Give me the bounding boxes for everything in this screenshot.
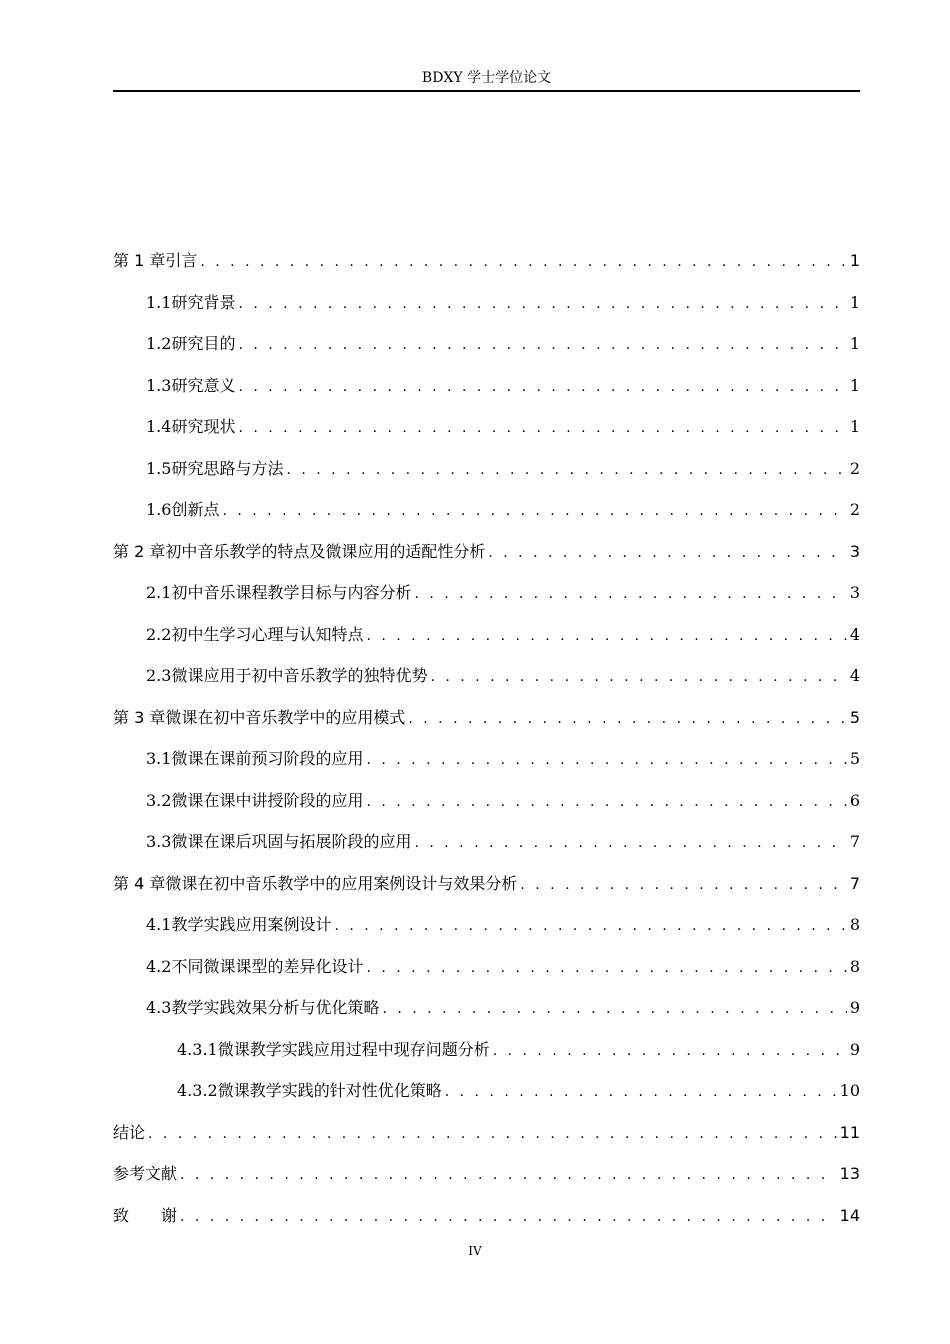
toc-leader bbox=[488, 545, 846, 561]
toc-title: 微课在课后巩固与拓展阶段的应用 bbox=[171, 832, 412, 851]
toc-entry[interactable] bbox=[113, 414, 860, 440]
toc-page: 5 bbox=[849, 749, 860, 768]
toc-entry[interactable] bbox=[113, 995, 860, 1021]
toc-entry[interactable] bbox=[113, 248, 860, 274]
toc-entry[interactable] bbox=[113, 705, 860, 731]
toc-leader bbox=[180, 1167, 837, 1183]
toc-title: 微课教学实践应用过程中现存问题分析 bbox=[217, 1040, 490, 1059]
toc-leader bbox=[200, 254, 846, 270]
toc-title: 微课在课前预习阶段的应用 bbox=[171, 749, 364, 768]
toc-page: 5 bbox=[849, 708, 860, 727]
toc-title: 研究现状 bbox=[171, 417, 236, 436]
toc-entry[interactable] bbox=[113, 290, 860, 316]
toc-title: 不同微课课型的差异化设计 bbox=[171, 957, 364, 976]
toc-entry[interactable] bbox=[113, 829, 860, 855]
toc-entry[interactable] bbox=[113, 1037, 860, 1063]
toc-entry[interactable] bbox=[113, 1078, 860, 1104]
toc-page: 1 bbox=[849, 376, 860, 395]
toc-number: 4.3.1 bbox=[177, 1040, 218, 1059]
toc-title: 致 谢 bbox=[113, 1206, 178, 1225]
toc-entry[interactable] bbox=[113, 580, 860, 606]
toc-page: 9 bbox=[849, 998, 860, 1017]
toc-leader bbox=[430, 669, 846, 685]
toc-page: 9 bbox=[849, 1040, 860, 1059]
toc-leader bbox=[180, 1209, 837, 1225]
toc-leader bbox=[366, 794, 846, 810]
toc-entry[interactable] bbox=[113, 746, 860, 772]
toc-number: 第 4 章 bbox=[113, 874, 166, 893]
toc-leader bbox=[286, 462, 846, 478]
toc-entry[interactable] bbox=[113, 622, 860, 648]
toc-entry[interactable] bbox=[113, 788, 860, 814]
toc-number: 第 3 章 bbox=[113, 708, 166, 727]
toc-page: 4 bbox=[849, 625, 860, 644]
toc-entry[interactable] bbox=[113, 373, 860, 399]
toc-leader bbox=[382, 1001, 846, 1017]
toc-number: 1.2 bbox=[146, 334, 172, 353]
toc-title: 参考文献 bbox=[113, 1164, 178, 1183]
toc-number: 4.1 bbox=[146, 915, 172, 934]
header-title: BDXY 学士学位论文 bbox=[421, 70, 552, 86]
toc-entry[interactable] bbox=[113, 1120, 860, 1146]
toc-page: 14 bbox=[839, 1206, 860, 1225]
toc-page: 3 bbox=[849, 542, 860, 561]
toc-entry[interactable] bbox=[113, 331, 860, 357]
toc-title: 初中音乐课程教学目标与内容分析 bbox=[171, 583, 412, 602]
toc-page: 2 bbox=[849, 459, 860, 478]
toc-page: 1 bbox=[849, 293, 860, 312]
toc-entry[interactable] bbox=[113, 912, 860, 938]
toc-leader bbox=[238, 296, 846, 312]
toc-page: 8 bbox=[849, 915, 860, 934]
toc-title: 结论 bbox=[113, 1123, 146, 1142]
toc-page: 1 bbox=[849, 251, 860, 270]
toc-entry[interactable] bbox=[113, 663, 860, 689]
toc-leader bbox=[366, 628, 846, 644]
toc-page: 11 bbox=[839, 1123, 860, 1142]
toc-title: 研究思路与方法 bbox=[171, 459, 284, 478]
toc-leader bbox=[520, 877, 846, 893]
toc-entry[interactable] bbox=[113, 954, 860, 980]
toc-page: 13 bbox=[839, 1164, 860, 1183]
toc-title: 微课教学实践的针对性优化策略 bbox=[217, 1081, 442, 1100]
toc-leader bbox=[148, 1126, 837, 1142]
toc-title: 研究目的 bbox=[171, 334, 236, 353]
toc-title: 微课在初中音乐教学中的应用案例设计与效果分析 bbox=[165, 874, 518, 893]
toc-leader bbox=[493, 1043, 847, 1059]
toc-leader bbox=[366, 752, 846, 768]
toc-number: 第 2 章 bbox=[113, 542, 166, 561]
toc-leader bbox=[222, 503, 846, 519]
toc-number: 2.3 bbox=[146, 666, 172, 685]
toc-entry[interactable] bbox=[113, 871, 860, 897]
toc-title: 教学实践效果分析与优化策略 bbox=[171, 998, 380, 1017]
toc-title: 初中音乐教学的特点及微课应用的适配性分析 bbox=[165, 542, 486, 561]
toc-number: 2.1 bbox=[146, 583, 172, 602]
toc-title: 微课在课中讲授阶段的应用 bbox=[171, 791, 364, 810]
toc-leader bbox=[414, 835, 846, 851]
toc-title: 初中生学习心理与认知特点 bbox=[171, 625, 364, 644]
toc-number: 第 1 章 bbox=[113, 251, 166, 270]
toc-page: 6 bbox=[849, 791, 860, 810]
toc-leader bbox=[334, 918, 846, 934]
page-footer bbox=[0, 1244, 950, 1258]
toc-page: 7 bbox=[849, 874, 860, 893]
toc-entry[interactable] bbox=[113, 1203, 860, 1229]
toc-number: 1.3 bbox=[146, 376, 172, 395]
toc-number: 3.2 bbox=[146, 791, 172, 810]
toc-page: 1 bbox=[849, 417, 860, 436]
toc-leader bbox=[238, 379, 846, 395]
toc-page: 1 bbox=[849, 334, 860, 353]
toc-page: 4 bbox=[849, 666, 860, 685]
toc-number: 4.2 bbox=[146, 957, 172, 976]
toc-entry[interactable] bbox=[113, 539, 860, 565]
toc-title: 微课在初中音乐教学中的应用模式 bbox=[165, 708, 406, 727]
toc-page: 3 bbox=[849, 583, 860, 602]
toc-number: 1.5 bbox=[146, 459, 172, 478]
toc-number: 1.4 bbox=[146, 417, 172, 436]
toc-title: 创新点 bbox=[171, 500, 220, 519]
toc-number: 3.3 bbox=[146, 832, 172, 851]
toc-number: 3.1 bbox=[146, 749, 172, 768]
toc-leader bbox=[445, 1084, 837, 1100]
toc-leader bbox=[238, 420, 846, 436]
toc-entry[interactable] bbox=[113, 456, 860, 482]
toc-page: 2 bbox=[849, 500, 860, 519]
toc-number: 2.2 bbox=[146, 625, 172, 644]
toc-entry[interactable] bbox=[113, 497, 860, 523]
toc-page: 8 bbox=[849, 957, 860, 976]
toc-number: 1.6 bbox=[146, 500, 172, 519]
toc-entry[interactable] bbox=[113, 1161, 860, 1187]
toc-leader bbox=[238, 337, 846, 353]
toc-leader bbox=[408, 711, 846, 727]
toc-number: 1.1 bbox=[146, 293, 172, 312]
toc-title: 引言 bbox=[165, 251, 198, 270]
toc-page: 10 bbox=[839, 1081, 860, 1100]
page-header bbox=[113, 68, 860, 92]
toc-leader bbox=[414, 586, 846, 602]
toc-title: 微课应用于初中音乐教学的独特优势 bbox=[171, 666, 428, 685]
toc-title: 研究意义 bbox=[171, 376, 236, 395]
toc-title: 研究背景 bbox=[171, 293, 236, 312]
toc-title: 教学实践应用案例设计 bbox=[171, 915, 332, 934]
toc-page: 7 bbox=[849, 832, 860, 851]
footer-page-label: IV bbox=[468, 1244, 482, 1258]
toc-number: 4.3.2 bbox=[177, 1081, 218, 1100]
toc-number: 4.3 bbox=[146, 998, 172, 1017]
toc-leader bbox=[366, 960, 846, 976]
